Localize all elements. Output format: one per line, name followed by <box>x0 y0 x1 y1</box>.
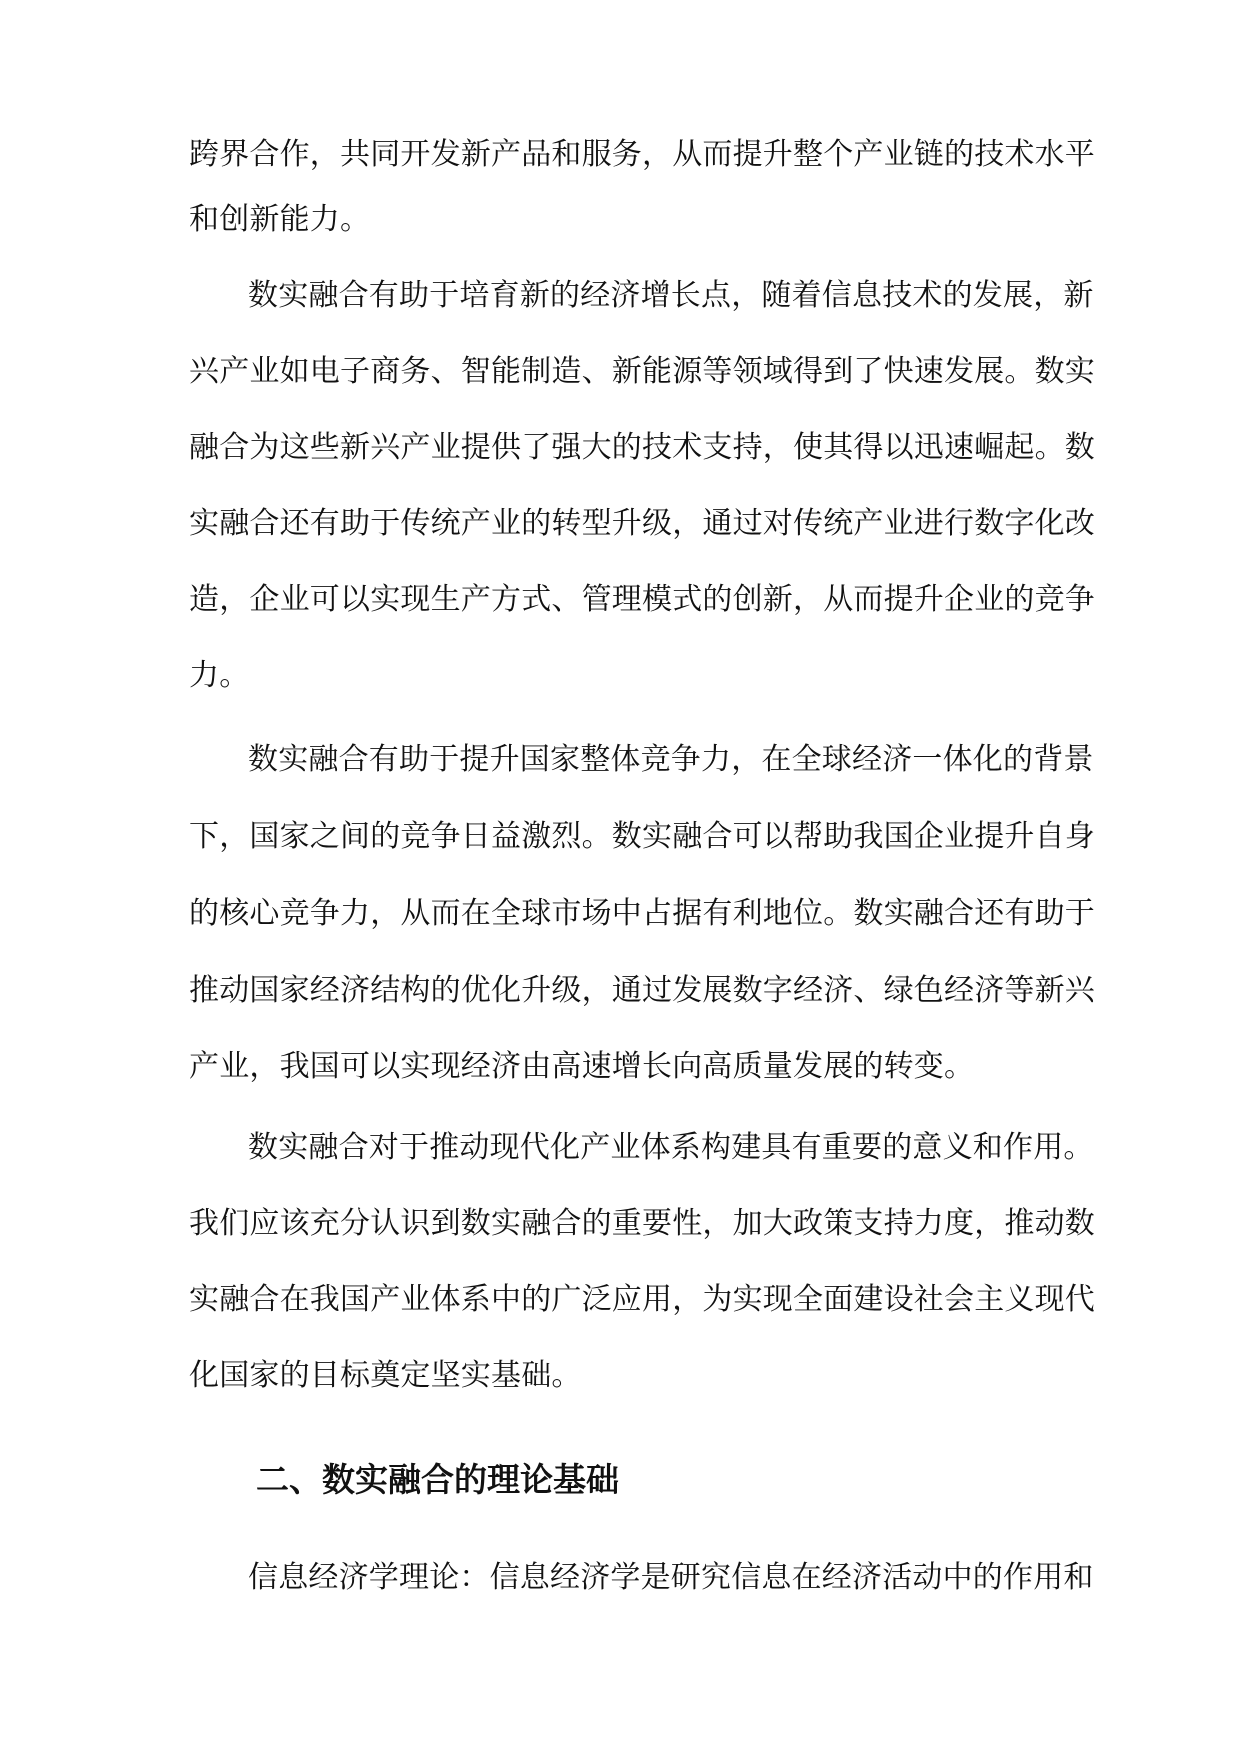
text-line: 实融合在我国产业体系中的广泛应用，为实现全面建设社会主义现代 <box>189 1282 1095 1317</box>
text-line: 化国家的目标奠定坚实基础。 <box>189 1358 582 1393</box>
paragraph-start-line: 数实融合对于推动现代化产业体系构建具有重要的意义和作用。 <box>248 1130 1094 1165</box>
text-line: 推动国家经济结构的优化升级，通过发展数字经济、绿色经济等新兴 <box>189 973 1095 1008</box>
paragraph-start-line: 数实融合有助于培育新的经济增长点，随着信息技术的发展，新 <box>248 278 1094 313</box>
text-line: 下，国家之间的竞争日益激烈。数实融合可以帮助我国企业提升自身 <box>189 819 1095 854</box>
text-line: 实融合还有助于传统产业的转型升级，通过对传统产业进行数字化改 <box>189 506 1095 541</box>
text-line: 力。 <box>189 658 250 693</box>
paragraph-start-line: 数实融合有助于提升国家整体竞争力，在全球经济一体化的背景 <box>248 742 1094 777</box>
text-line: 造，企业可以实现生产方式、管理模式的创新，从而提升企业的竞争 <box>189 582 1095 617</box>
text-line: 融合为这些新兴产业提供了强大的技术支持，使其得以迅速崛起。数 <box>189 430 1095 465</box>
text-line: 我们应该充分认识到数实融合的重要性，加大政策支持力度，推动数 <box>189 1206 1095 1241</box>
text-line: 兴产业如电子商务、智能制造、新能源等领域得到了快速发展。数实 <box>189 354 1095 389</box>
paragraph-start-line: 信息经济学理论：信息经济学是研究信息在经济活动中的作用和 <box>248 1560 1094 1595</box>
text-line: 产业，我国可以实现经济由高速增长向高质量发展的转变。 <box>189 1049 975 1084</box>
text-line: 的核心竞争力，从而在全球市场中占据有利地位。数实融合还有助于 <box>189 896 1095 931</box>
text-line: 和创新能力。 <box>189 202 371 237</box>
text-line: 跨界合作，共同开发新产品和服务，从而提升整个产业链的技术水平 <box>189 137 1095 172</box>
section-heading: 二、数实融合的理论基础 <box>256 1460 619 1499</box>
